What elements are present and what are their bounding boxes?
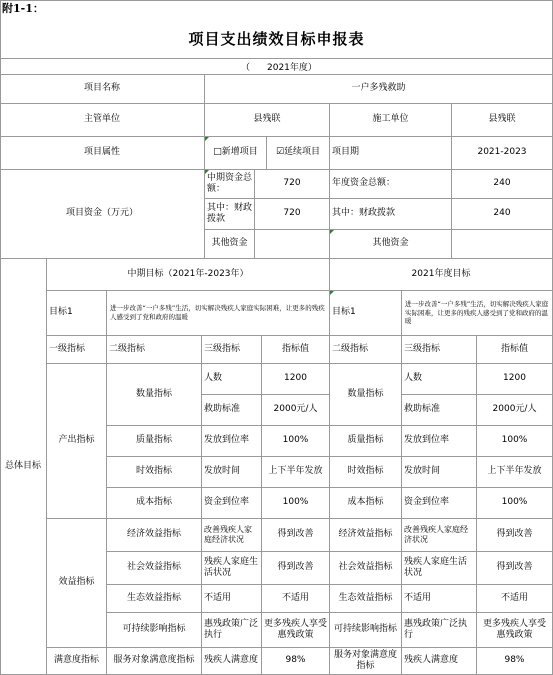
econ-name-annual: 改善残疾人家庭经济状况 <box>402 519 477 552</box>
col-level3-mid: 三级指标 <box>202 336 262 364</box>
time-name-mid: 发放时间 <box>202 457 262 488</box>
quality-name-mid: 发放到位率 <box>202 426 262 457</box>
q2-value-annual: 2000元/人 <box>477 395 553 426</box>
mid-fiscal-value: 720 <box>255 199 330 230</box>
social-label-mid: 社会效益指标 <box>107 552 202 585</box>
period-label: 项目期 <box>330 137 452 170</box>
mid-goal1-text: 进一步改善“一户多残”生活，切实解决残疾人家庭实际困难，让更多的残疾人感受到了党和政府的温暖 <box>107 291 330 336</box>
q2-name-annual: 救助标准 <box>402 395 477 426</box>
benefit-indicator-label: 效益指标 <box>47 519 107 648</box>
econ-value-mid: 得到改善 <box>262 519 330 552</box>
q1-name-annual: 人数 <box>402 364 477 395</box>
col-value-annual: 指标值 <box>477 336 553 364</box>
econ-name-mid: 改善残疾人家庭经济状况 <box>202 519 262 552</box>
cost-value-annual: 100% <box>477 488 553 519</box>
sustain-name-annual: 惠残政策广泛执行 <box>402 613 477 648</box>
col-level2-mid: 二级指标 <box>107 336 202 364</box>
annual-goal1-text: 进一步改善“一户多残”生活，切实解决残疾人家庭实际困难，让更多的残疾人感受到了党和政府的温暖 <box>402 291 553 336</box>
q1-name-mid: 人数 <box>202 364 262 395</box>
attachment-label: 附1-1： <box>2 2 44 15</box>
social-value-annual: 得到改善 <box>477 552 553 585</box>
satisfaction-value-annual: 98% <box>477 648 553 675</box>
annual-fiscal-value: 240 <box>452 199 553 230</box>
col-level1: 一级指标 <box>47 336 107 364</box>
satisfaction-indicator-label: 满意度指标 <box>47 648 107 675</box>
time-label-mid: 时效指标 <box>107 457 202 488</box>
satisfaction-sub-label-annual: 服务对象满意度指标 <box>330 648 402 675</box>
sustain-label-annual: 可持续影响指标 <box>330 613 402 648</box>
time-value-annual: 上下半年发放 <box>477 457 553 488</box>
eco-name-mid: 不适用 <box>202 585 262 613</box>
satisfaction-value-mid: 98% <box>262 648 330 675</box>
mid-term-header: 中期目标（2021年-2023年） <box>47 259 330 291</box>
cost-name-mid: 资金到位率 <box>202 488 262 519</box>
annual-header: 2021年度目标 <box>330 259 553 291</box>
eco-name-annual: 不适用 <box>402 585 477 613</box>
cell-marker <box>205 137 209 141</box>
mid-total-value: 720 <box>255 170 330 199</box>
econ-label-annual: 经济效益指标 <box>330 519 402 552</box>
mid-other-value <box>255 230 330 259</box>
quality-label-annual: 质量指标 <box>330 426 402 457</box>
quality-value-mid: 100% <box>262 426 330 457</box>
project-name-value: 一户多残救助 <box>205 75 553 104</box>
econ-label-mid: 经济效益指标 <box>107 519 202 552</box>
satisfaction-sub-label-mid: 服务对象满意度指标 <box>107 648 202 675</box>
attr-label: 项目属性 <box>0 137 205 170</box>
eco-label-annual: 生态效益指标 <box>330 585 402 613</box>
satisfaction-name-mid: 残疾人满意度 <box>202 648 262 675</box>
output-indicator-label: 产出指标 <box>47 364 107 519</box>
time-value-mid: 上下半年发放 <box>262 457 330 488</box>
annual-total-label: 年度资金总额： <box>330 170 452 199</box>
eco-value-mid: 不适用 <box>262 585 330 613</box>
q1-value-mid: 1200 <box>262 364 330 395</box>
q1-value-annual: 1200 <box>477 364 553 395</box>
eco-label-mid: 生态效益指标 <box>107 585 202 613</box>
cell-marker <box>330 230 334 234</box>
mid-other-label: 其他资金 <box>205 230 255 259</box>
col-level3-annual: 三级指标 <box>402 336 477 364</box>
annual-total-value: 240 <box>452 170 553 199</box>
cell-marker <box>205 170 209 174</box>
overall-goal-label: 总体目标 <box>0 259 47 675</box>
social-value-mid: 得到改善 <box>262 552 330 585</box>
quantity-label-mid: 数量指标 <box>107 364 202 426</box>
mid-goal1-label: 目标1 <box>47 291 107 336</box>
col-level2-annual: 二级指标 <box>330 336 402 364</box>
cost-value-mid: 100% <box>262 488 330 519</box>
annual-other-label: 其他资金 <box>330 230 452 259</box>
attr-new-checkbox: □新增项目 <box>205 137 267 170</box>
title-separator <box>0 58 553 59</box>
project-name-label: 项目名称 <box>0 75 205 104</box>
col-value-mid: 指标值 <box>262 336 330 364</box>
cost-name-annual: 资金到位率 <box>402 488 477 519</box>
impl-value: 县残联 <box>452 104 553 137</box>
quantity-label-annual: 数量指标 <box>330 364 402 426</box>
econ-value-annual: 得到改善 <box>477 519 553 552</box>
satisfaction-name-annual: 残疾人满意度 <box>402 648 477 675</box>
sustain-value-annual: 更多残疾人享受惠残政策 <box>477 613 553 648</box>
sustain-label-mid: 可持续影响指标 <box>107 613 202 648</box>
dept-label: 主管单位 <box>0 104 205 137</box>
funds-label: 项目资金（万元） <box>0 170 205 259</box>
attr-continue-checkbox: ☑延续项目 <box>267 137 330 170</box>
page-title: 项目支出绩效目标申报表 <box>188 30 365 48</box>
cell-marker <box>330 291 334 295</box>
annual-other-value <box>452 230 553 259</box>
year-open-paren: （ <box>241 63 251 73</box>
dept-value: 县残联 <box>205 104 330 137</box>
year-text: 2021年度） <box>267 63 317 73</box>
quality-value-annual: 100% <box>477 426 553 457</box>
impl-label: 施工单位 <box>330 104 452 137</box>
time-label-annual: 时效指标 <box>330 457 402 488</box>
sustain-value-mid: 更多残疾人享受惠残政策 <box>262 613 330 648</box>
cost-label-mid: 成本指标 <box>107 488 202 519</box>
q2-name-mid: 救助标准 <box>202 395 262 426</box>
q2-value-mid: 2000元/人 <box>262 395 330 426</box>
mid-fiscal-label: 其中：财政拨款 <box>205 199 255 230</box>
social-name-annual: 残疾人家庭生活状况 <box>402 552 477 585</box>
annual-goal1-label: 目标1 <box>330 291 402 336</box>
quality-label-mid: 质量指标 <box>107 426 202 457</box>
period-value: 2021-2023 <box>452 137 553 170</box>
cost-label-annual: 成本指标 <box>330 488 402 519</box>
social-label-annual: 社会效益指标 <box>330 552 402 585</box>
mid-total-label: 中期资金总额： <box>205 170 255 199</box>
time-name-annual: 发放时间 <box>402 457 477 488</box>
eco-value-annual: 不适用 <box>477 585 553 613</box>
quality-name-annual: 发放到位率 <box>402 426 477 457</box>
sustain-name-mid: 惠残政策广泛执行 <box>202 613 262 648</box>
annual-fiscal-label: 其中：财政拨款 <box>330 199 452 230</box>
social-name-mid: 残疾人家庭生活状况 <box>202 552 262 585</box>
